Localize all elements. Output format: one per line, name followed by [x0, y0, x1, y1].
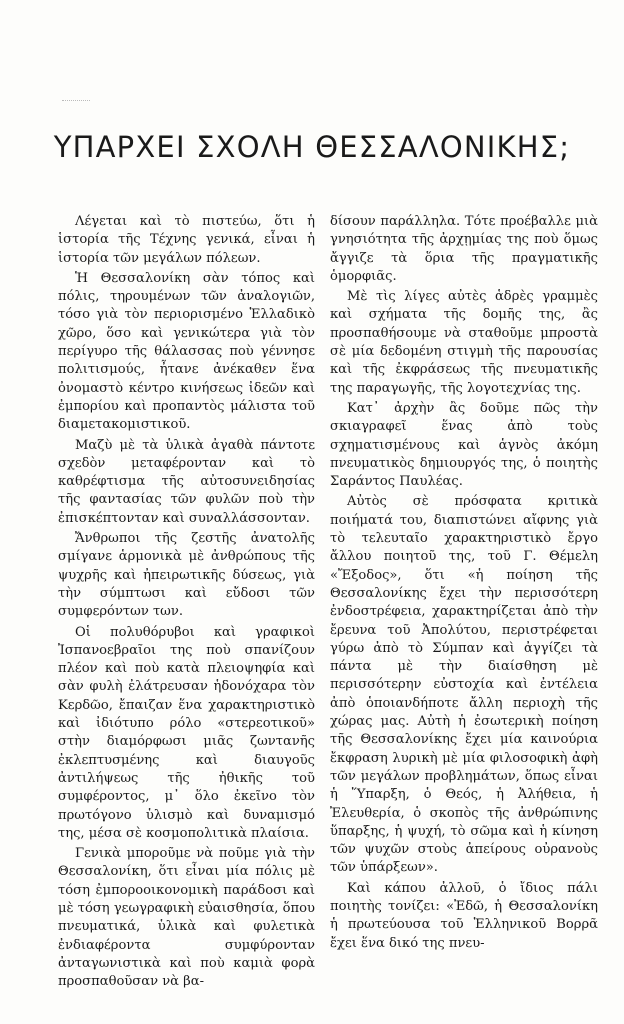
paragraph: Μὲ τὶς λίγες αὐτὲς ἁδρὲς γραμμὲς καὶ σχήματα τῆς δομῆς της, ἂς προσπαθήσουμε νὰ σταθοῦμε μπροστὰ σὲ μία δεδομένη στιγμὴ τῆς παρουσίας καὶ τῆς ἐκφράσεως τῆς πνευματικῆς της παραγωγῆς, τῆς λογοτεχνίας της. — [330, 289, 598, 396]
paragraph: Οἱ πολυθόρυβοι καὶ γραφικοὶ Ἰσπανοεβραῖοι της ποὺ σπανίζουν πλέον καὶ ποὺ κατὰ πλειοψηφία καὶ σὰν φυλὴ ἐλάτρευσαν ἡδονόχαρα τὸν Κερδῶο, ἔπαιζαν ἕνα χαρακτηριστικὸ καὶ ἰδιότυπο ρόλο «στερεοτικοῦ» στὴν διαμόρφωσι μιᾶς ζωντανῆς ἐκλεπτυσμένης καὶ διαυγοῦς ἀντιλήψεως τῆς ἠθικῆς τοῦ συμφέροντος, μ᾿ ὅλο ἐκεῖνο τὸν πρωτόγονο ὑλισμὸ καὶ δυναμισμό της, μέσα σὲ κοσμοπολιτικὰ πλαίσια. — [58, 624, 315, 841]
paragraph: Κατ᾿ ἀρχὴν ἂς δοῦμε πῶς τὴν σκιαγραφεῖ ἕνας ἀπὸ τοὺς σχηματισμένους καὶ ἁγνὸς ἀκόμη πνευματικὸς δημιουργός της, ὁ ποιητὴς Σαράντος Παυλέας. — [330, 400, 598, 490]
paragraph: Αὐτὸς σὲ πρόσφατα κριτικὰ ποιήματά του, διαπιστώνει αἴφνης γιὰ τὸ τελευταῖο χαρακτηριστικὸ ἔργο ἄλλου ποιητοῦ της, τοῦ Γ. Θέμελη «Ἔξοδος», ὅτι «ἡ ποίηση τῆς Θεσσαλονίκης ἔχει τὴν περισσότερη ἐνδοστρέφεια, χαρακτηρίζεται ἀπὸ τὴν ἔρευνα τοῦ Ἀπολύτου, περιστρέφεται γύρω ἀπὸ τὸ Σύμπαν καὶ ἀγγίζει τὰ πάντα μὲ τὴν διαίσθηση μὲ περισσότερην εὐστοχία καὶ ἐντέλεια ἀπὸ ὁποιανδήποτε ἄλλη περιοχὴ τῆς χώρας μας. Αὐτὴ ἡ ἐσωτερικὴ ποίηση τῆς Θεσσαλονίκης ἔχει μία καινούρια ἔκφραση λυρικὴ μὲ μία φιλοσοφικὴ ἀφὴ τῶν μεγάλων προβλημάτων, ὅπως εἶναι ἡ Ὕπαρξη, ὁ Θεός, ἡ Ἀλήθεια, ἡ Ἐλευθερία, ὁ σκοπὸς τῆς ἀνθρώπινης ὕπαρξης, ἡ ψυχή, τὸ σῶμα καὶ ἡ κίνηση τῶν ψυχῶν στοὺς ἀπείρους οὐρανοὺς τῶν ὑπάρξεων». — [330, 494, 598, 876]
paragraph: Λέγεται καὶ τὸ πιστεύω, ὅτι ἡ ἱστορία τῆς Τέχνης γενικά, εἶναι ἡ ἱστορία τῶν μεγάλων πόλεων. — [58, 214, 315, 266]
left-column — [58, 213, 315, 991]
paragraph: Μαζὺ μὲ τὰ ὑλικὰ ἀγαθὰ πάντοτε σχεδὸν μεταφέρονταν καὶ τὸ καθρέφτισμα τῆς αὐτοσυνειδησίας τῆς φαντασίας τῶν φυλῶν ποὺ τὴν ἐπισκέπτονταν καὶ συναλλάσσονταν. — [58, 437, 315, 526]
page-mark — [62, 100, 90, 102]
paragraph: Γενικὰ μποροῦμε νὰ ποῦμε γιὰ τὴν Θεσσαλονίκη, ὅτι εἶναι μία πόλις μὲ τόση ἐμποροοικονομικὴ παράδοσι καὶ μὲ τόση γεωγραφικὴ εὐαισθησία, ὅπου πνευματικά, ὑλικὰ καὶ φυλετικὰ ἐνδιαφέροντα συμφύρονταν ἀνταγωνιστικὰ καὶ ποὺ καμιὰ φορὰ προσπαθοῦσαν νὰ βα- — [58, 846, 315, 990]
paragraph: Ἡ Θεσσαλονίκη σὰν τόπος καὶ πόλις, τηρουμένων τῶν ἀναλογιῶν, τόσο γιὰ τὸν περιορισμένο Ἑλλαδικὸ χῶρο, ὅσο καὶ γενικώτερα γιὰ τὸν περίγυρο τῆς θάλασσας ποὺ γέννησε πολιτισμούς, ἦτανε ἀνέκαθεν ἕνα ὀνομαστὸ κέντρο κινήσεως ἰδεῶν καὶ ἐμπορίου καὶ προπαντὸς μάλιστα τοῦ διαμετακομιστικοῦ. — [58, 270, 315, 433]
paragraph-continuation: δίσουν παράλληλα. Τότε προέβαλλε μιὰ γνησιότητα τῆς ἀρχῃμίας της ποὺ ὅμως ἄγγιζε τὰ ὅρια τῆς πραγματικῆς ὁμορφιᾶς. — [330, 214, 598, 284]
paragraph: Ἄνθρωποι τῆς ζεστῆς ἀνατολῆς σμίγανε ἁρμονικὰ μὲ ἀνθρώπους τῆς ψυχρῆς καὶ ἠπειρωτικῆς δύσεως, γιὰ τὴν σύμπτωσι καὶ εὔδοσι τῶν συμφερόντων των. — [58, 531, 315, 620]
right-column — [330, 213, 598, 953]
paragraph: Καὶ κάπου ἀλλοῦ, ὁ ἴδιος πάλι ποιητὴς τονίζει: «Ἐδῶ, ἡ Θεσσαλονίκη ἡ πρωτεύουσα τοῦ Ἑλληνικοῦ Βορρᾶ ἔχει ἕνα δικό της πνευ- — [330, 880, 598, 951]
article-title: ΥΠΑΡΧΕΙ ΣΧΟΛΗ ΘΕΣΣΑΛΟΝΙΚΗΣ; — [53, 130, 571, 164]
